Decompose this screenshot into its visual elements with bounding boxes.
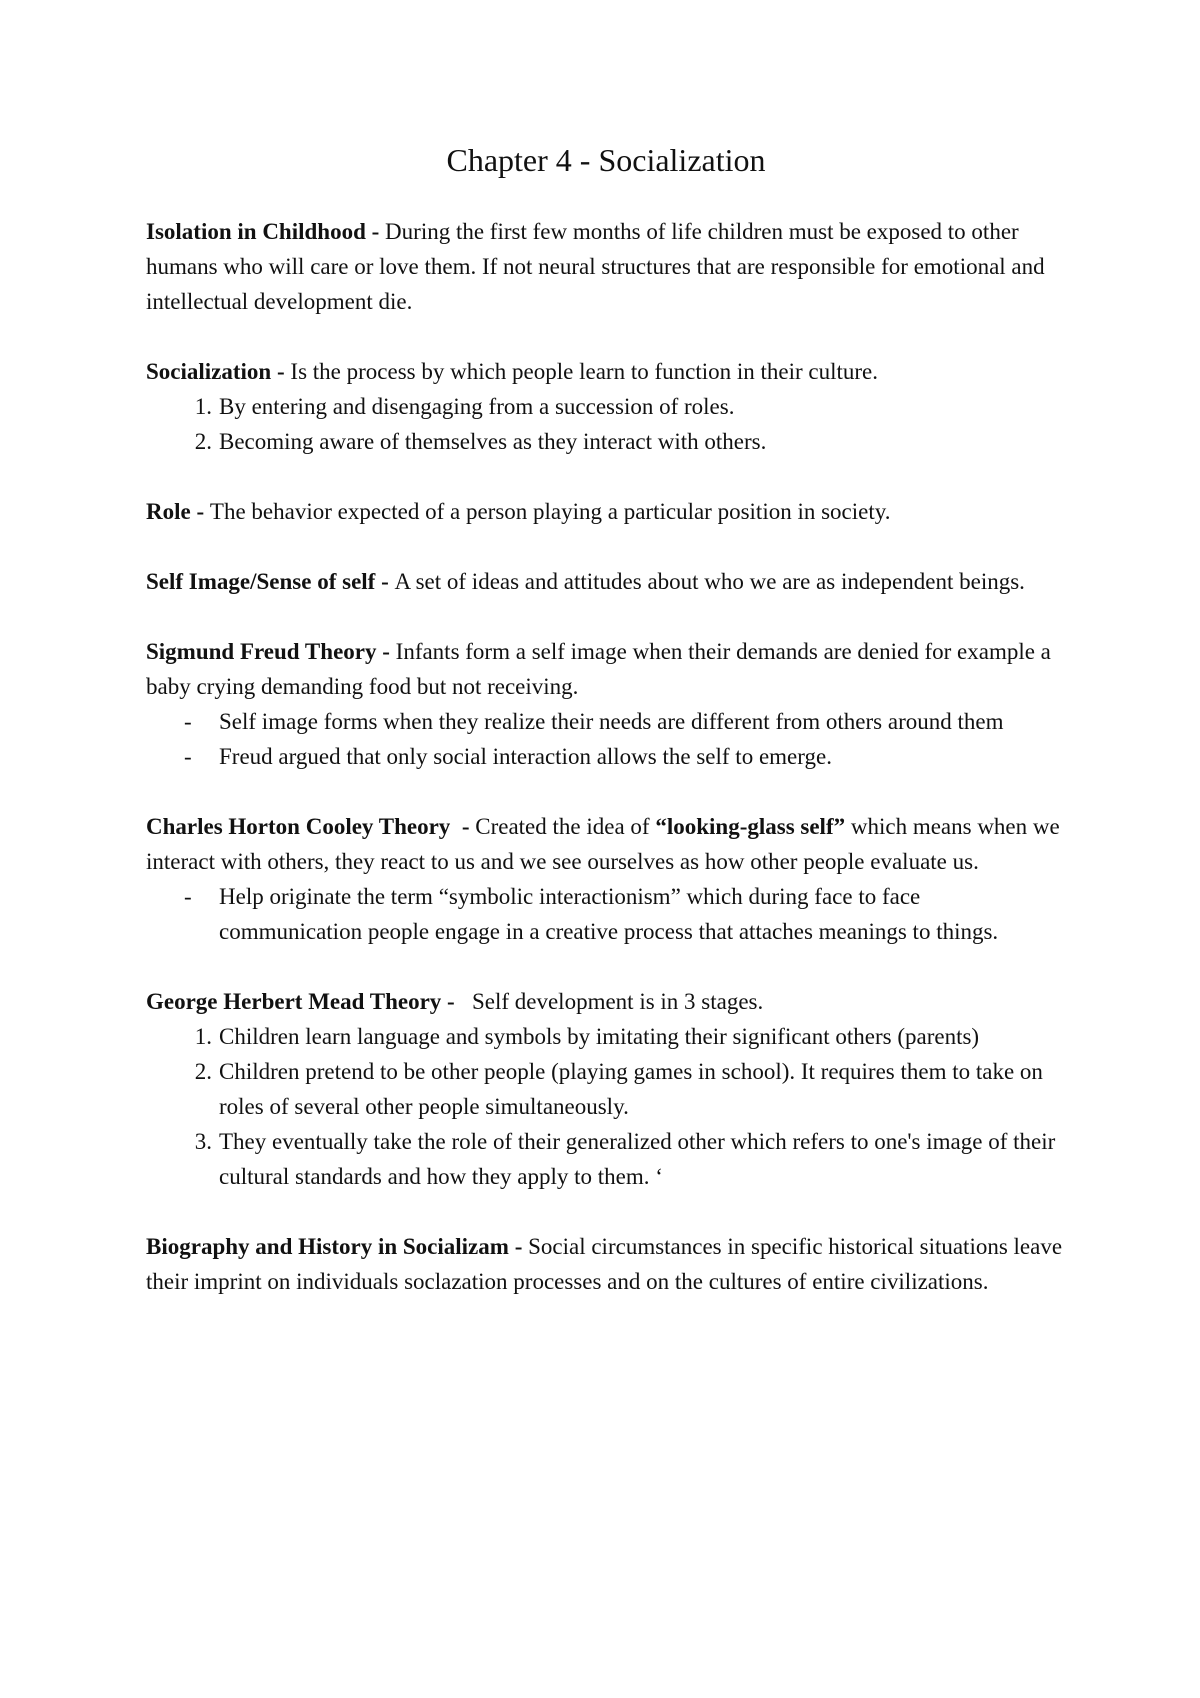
list-item: [146, 424, 1066, 459]
section-term: Isolation in Childhood: [146, 219, 366, 244]
section-term: George Herbert Mead Theory: [146, 989, 442, 1014]
section-paragraph: [146, 809, 1066, 879]
term-separator: -: [376, 639, 396, 664]
section-role: [146, 494, 1066, 529]
list-item-text: Becoming aware of themselves as they interact with others.: [219, 429, 767, 454]
list-item: [146, 704, 1066, 739]
list-marker: 3.: [194, 1129, 212, 1154]
section-socialization: [146, 354, 1066, 459]
term-separator: -: [375, 569, 395, 594]
section-text: During the first few months of life children must be exposed to other humans who will care or love them. If not neural structures that are responsible for emotional and intellectual development die.: [146, 219, 1045, 314]
section-text: The behavior expected of a person playing a particular position in society.: [209, 499, 891, 524]
section-biography-and-history: [146, 1229, 1066, 1299]
list-item: [146, 389, 1066, 424]
list-item-text: Freud argued that only social interaction allows the self to emerge.: [219, 744, 832, 769]
section-term: Charles Horton Cooley Theory: [146, 814, 451, 839]
document-page: [146, 140, 1066, 1334]
section-term: Sigmund Freud Theory: [146, 639, 377, 664]
section-paragraph: [146, 1229, 1066, 1299]
bold-phrase: “looking-glass self”: [655, 814, 846, 839]
term-separator: -: [441, 989, 472, 1014]
list-marker: -: [184, 884, 192, 909]
section-cooley-theory: [146, 809, 1066, 949]
list-marker: 2.: [194, 429, 212, 454]
dash-list: [146, 879, 1066, 949]
section-paragraph: [146, 214, 1066, 319]
section-text: Is the process by which people learn to function in their culture.: [290, 359, 879, 384]
list-item-text: Self image forms when they realize their needs are different from others around them: [219, 709, 1004, 734]
list-item-text: They eventually take the role of their generalized other which refers to one's image of their cultural standards and how they apply to them. ‘: [219, 1129, 1056, 1189]
section-term: Biography and History in Socializam: [146, 1234, 509, 1259]
dash-list: [146, 704, 1066, 774]
section-text: Self development is in 3 stages.: [471, 989, 764, 1014]
section-term: Role: [146, 499, 191, 524]
section-paragraph: [146, 354, 1066, 389]
list-marker: -: [184, 744, 192, 769]
list-item: [146, 879, 1066, 949]
term-separator: -: [271, 359, 291, 384]
section-paragraph: [146, 634, 1066, 704]
section-paragraph: [146, 984, 1066, 1019]
list-item: [146, 1019, 1066, 1054]
section-text-continued: which means when we interact with others, they react to us and we see ourselves as how other people evaluate us.: [146, 814, 1060, 874]
page-title: Chapter 4 - Socialization: [446, 142, 766, 178]
list-item-text: Children pretend to be other people (playing games in school). It requires them to take on roles of several other people simultaneously.: [219, 1059, 1043, 1119]
list-item-text: Children learn language and symbols by imitating their significant others (parents): [219, 1024, 980, 1049]
section-paragraph: [146, 564, 1066, 599]
term-separator: -: [508, 1234, 529, 1259]
section-isolation-in-childhood: [146, 214, 1066, 319]
list-item: [146, 739, 1066, 774]
section-paragraph: [146, 494, 1066, 529]
section-text: A set of ideas and attitudes about who we are as independent beings.: [394, 569, 1025, 594]
term-separator: -: [365, 219, 386, 244]
list-marker: 1.: [194, 1024, 212, 1049]
numbered-list: [146, 1019, 1066, 1194]
section-text: Created the idea of: [475, 814, 656, 839]
list-item-text: By entering and disengaging from a succession of roles.: [219, 394, 735, 419]
term-separator: -: [190, 499, 210, 524]
section-term: Socialization: [146, 359, 272, 384]
list-marker: 2.: [194, 1059, 212, 1084]
list-item: [146, 1124, 1066, 1194]
list-marker: -: [184, 709, 192, 734]
section-term: Self Image/Sense of self: [146, 569, 376, 594]
section-text: Infants form a self image when their demands are denied for example a baby crying demanding food but not receiving.: [146, 639, 1051, 699]
section-mead-theory: [146, 984, 1066, 1194]
section-text: Social circumstances in specific historical situations leave their imprint on individuals soclazation processes and on the cultures of entire civilizations.: [146, 1234, 1063, 1294]
term-separator: -: [450, 814, 476, 839]
list-item: [146, 1054, 1066, 1124]
list-item-text: Help originate the term “symbolic interactionism” which during face to face communication people engage in a creative process that attaches meanings to things.: [219, 884, 999, 944]
numbered-list: [146, 389, 1066, 459]
section-self-image: [146, 564, 1066, 599]
list-marker: 1.: [194, 394, 212, 419]
section-freud-theory: [146, 634, 1066, 774]
